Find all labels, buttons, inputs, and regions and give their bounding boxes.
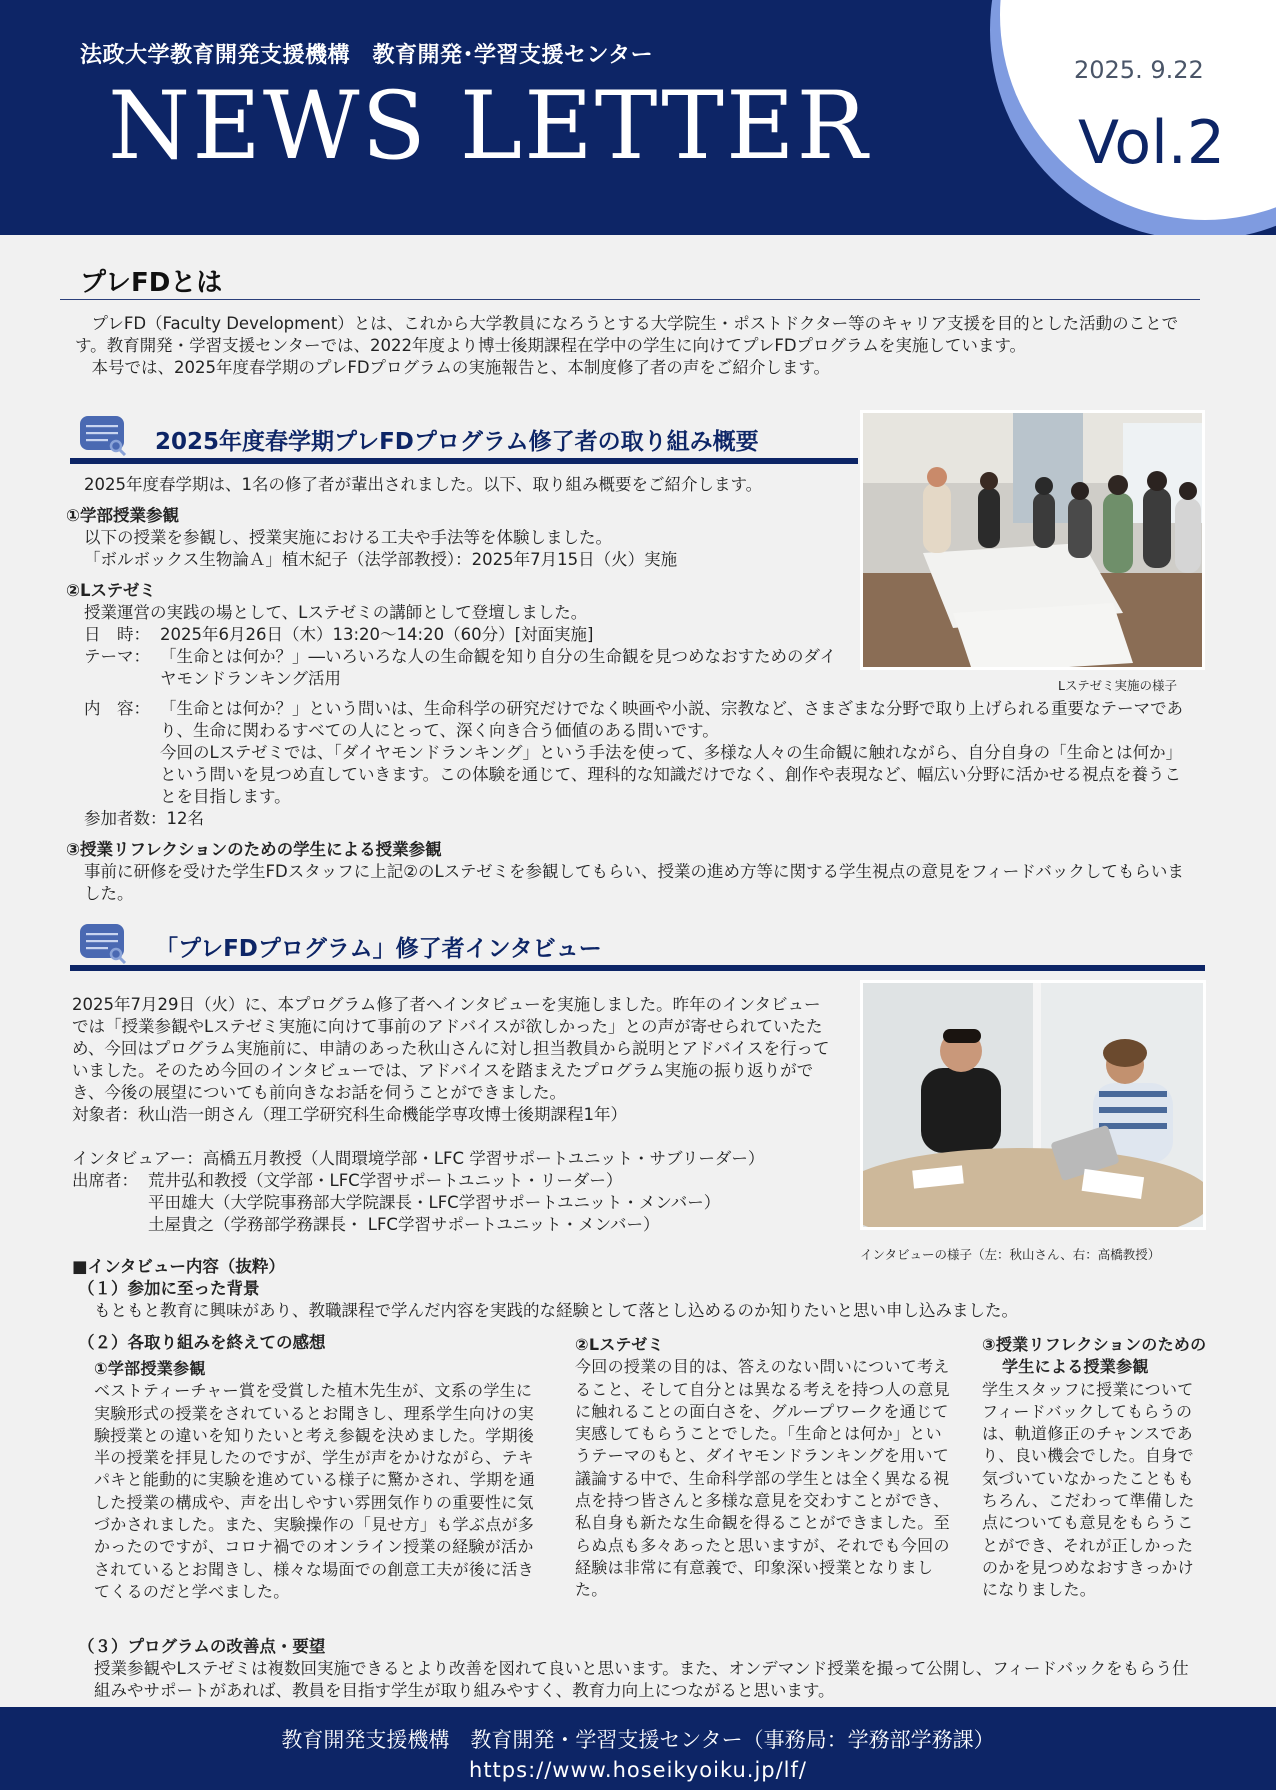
attendee-3: 土屋貴之（学務部学務課長・ LFC学習サポートユニット・メンバー） — [148, 1215, 660, 1234]
interview-interviewer: インタビュアー：高橋五月教授（人間環境学部・LFC 学習サポートユニット・サブリーダー） — [72, 1149, 765, 1168]
section1-lead: 2025年度春学期は、1名の修了者が輩出されました。以下、取り組み概要をご紹介します。 — [84, 475, 763, 494]
footer-url[interactable]: https://www.hoseikyoiku.jp/lf/ — [469, 1758, 807, 1782]
col2-text: 今回の授業の目的は、答えのない問いについて考えること、そして自分とは異なる考えを持つ人の意見に触れることの面白さを、グループワークを通じて実感してもらうことでした。「生命とは何か」というテーマのもと、ダイヤモンドランキングを用いて議論する中で、生命科学部の学生とは全く異なる視点を持つ皆さんと多様な意見を交わすことができ、私自身も新たな生命観を得ることができました。至らぬ点も多々あったと思いますが、それでも今回の経験は非常に有意義で、印象深い授業となりました。 — [575, 1357, 950, 1600]
interview-photo-illustration — [863, 983, 1206, 1230]
item2-content-2: 今回のLステゼミでは、「ダイヤモンドランキング」という手法を使って、多様な人々の生命観に触れながら、自分自身の「生命とは何か」という問いを見つめ直していきます。この体験を通じて、理科的な知識だけでなく、創作や表現など、幅広い分野に活かせる視点を養うことを目指します。 — [160, 743, 1183, 806]
column-undergrad — [94, 1358, 544, 1603]
col1-text: ベストティーチャー賞を受賞した植木先生が、文系の学生に実験形式の授業をされているとお聞きし、理系学生向けの実験授業との違いを知りたいと考え参観を決めました。学期後半の授業を拝見したのですが、学生が声をかけながら、テキパキと能動的に実験を進めている様子に驚かされ、学期を通した授業の構成や、声を出しやすい雰囲気作りの重要性に気づかされました。また、実験操作の「見せ方」も学ぶ点が多かったのですが、コロナ禍でのオンライン授業の経験が活かされているとお聞きし、様々な場面での創意工夫が後に活きてくるのだと学べました。 — [94, 1381, 536, 1601]
q3-text: 授業参観やLステゼミは複数回実施できるとより改善を図れて良いと思います。また、オンデマンド授業を撮って公開し、フィードバックをもらう仕組みやサポートがあれば、教員を目指す学生が取り組みやすく、教育力向上につながると思います。 — [94, 1659, 1189, 1700]
section1-title: 2025年度春学期プレFDプログラム修了者の取り組み概要 — [155, 429, 759, 455]
q1-text: もともと教育に興味があり、教職課程で学んだ内容を実践的な経験として落とし込めるのか知りたいと思い申し込みました。 — [94, 1301, 1018, 1320]
col3-title: ③授業リフレクションのための学生による授業参観 — [982, 1335, 1207, 1377]
item1-line2: 「ボルボックス生物論Ａ」植木紀子（法学部教授）：2025年7月15日（火）実施 — [84, 550, 678, 569]
interview-lead-text: 2025年7月29日（火）に、本プログラム修了者へインタビューを実施しました。昨年のインタビューでは「授業参観やLステゼミ実施に向けて事前のアドバイスが欲しかった」との声が寄せられていたため、今回はプログラム実施前に、申請のあった秋山さんに対し担当教員から説明とアドバイスを行っていました。そのため今回のインタビューでは、アドバイスを踏まえたプログラム実施の振り返りができ、今後の展望についても前向きなお話を伺うことができました。 — [72, 995, 830, 1102]
contents-heading: ■インタビュー内容（抜粋） — [72, 1257, 285, 1276]
prefd-intro — [75, 313, 1200, 379]
interview-lead — [72, 994, 832, 1126]
newsletter-title: NEWS LETTER — [108, 72, 870, 181]
interview-photo — [860, 980, 1206, 1230]
item2-line1: 授業運営の実践の場として、Lステゼミの講師として登壇しました。 — [84, 603, 588, 622]
heading-divider — [60, 299, 1200, 300]
attendee-2: 平田雄大（大学院事務部大学院課長・LFC学習サポートユニット・メンバー） — [148, 1193, 721, 1212]
attendees-label: 出席者： — [72, 1171, 138, 1190]
lste-seminar-photo — [860, 410, 1205, 670]
item2-content-1: 「生命とは何か？」という問いは、生命科学の研究だけでなく映画や小説、宗教など、さまざまな分野で取り上げられる重要なテーマであり、生命に関わるすべての人にとって、深く向き合う価値のある問いです。 — [160, 699, 1183, 740]
item2-date-row — [66, 624, 856, 646]
item2-content-label: 内 容： — [84, 699, 150, 718]
q2-title: （２）各取り組みを終えての感想 — [78, 1333, 326, 1352]
item2-title: ②Lステゼミ — [66, 581, 156, 600]
footer-office: 教育開発支援機構 教育開発・学習支援センター（事務局：学務部学務課） — [281, 1728, 995, 1752]
section1-rule — [70, 458, 858, 464]
col3-text: 学生スタッフに授業についてフィードバックしてもらうのは、軌道修正のチャンスであり、良い機会でした。自身で気づいていなかったことももちろん、こだわって準備した点についても意見をもらうことができ、それが正しかったのかを見つめなおすきっかけになりました。 — [982, 1379, 1195, 1600]
footer — [0, 1707, 1276, 1790]
item2-date-label: 日 時： — [84, 625, 150, 644]
item2-theme-label: テーマ： — [84, 647, 150, 666]
col2-title: ②Lステゼミ — [575, 1335, 664, 1354]
item2-participants: 参加者数：12名 — [84, 809, 204, 828]
attendees-row — [72, 1170, 872, 1236]
intro-paragraph-1: プレFD（Faculty Development）とは、これから大学教員になろうとする大学院生・ポストドクター等のキャリア支援を目的とした活動のことです。教育開発・学習支援センターでは、2022年度より博士後期課程在学中の学生に向けてプレFDプログラムを実施しています。 — [75, 314, 1179, 355]
seminar-photo-illustration — [863, 413, 1205, 670]
column-lste — [575, 1334, 955, 1602]
item1-line1: 以下の授業を参観し、授業実施における工夫や手法等を体験しました。 — [84, 528, 612, 547]
item2-date: 2025年6月26日（木）13:20～14:20（60分）[対面実施] — [160, 625, 594, 644]
intro-paragraph-2: 本号では、2025年度春学期のプレFDプログラムの実施報告と、本制度修了者の声をご紹介します。 — [91, 358, 831, 377]
item2-content-row — [66, 698, 1186, 808]
column-reflection — [982, 1334, 1207, 1602]
interview-photo-caption: インタビューの様子（左：秋山さん、右：高橋教授） — [860, 1247, 1161, 1262]
issue-date: 2025. 9.22 — [1074, 56, 1204, 84]
prefd-heading: プレFDとは — [80, 268, 223, 298]
seminar-photo-caption: Lステゼミ実施の様子 — [1058, 678, 1177, 693]
section2-rule — [70, 965, 1205, 971]
section1-body — [66, 474, 856, 690]
header-banner — [0, 0, 1276, 235]
notepad-icon — [78, 414, 128, 456]
q3-title: （３）プログラムの改善点・要望 — [78, 1637, 326, 1656]
section2-title: 「プレFDプログラム」修了者インタビュー — [155, 936, 602, 962]
item2-theme-row — [66, 646, 846, 690]
interview-people — [72, 1148, 872, 1236]
col1-title: ①学部授業参観 — [94, 1359, 206, 1378]
item3-title: ③授業リフレクションのための学生による授業参観 — [66, 840, 442, 859]
q1-title: （１）参加に至った背景 — [78, 1279, 260, 1298]
notepad-icon — [78, 922, 128, 964]
issue-volume: Vol.2 — [1078, 108, 1226, 178]
attendee-1: 荒井弘和教授（文学部・LFC学習サポートユニット・リーダー） — [148, 1171, 623, 1190]
item2-theme: 「生命とは何か？」―いろいろな人の生命観を知り自分の生命観を見つめなおすためのダイヤモンドランキング活用 — [160, 647, 837, 688]
interview-target: 対象者：秋山浩一朗さん（理工学研究科生命機能学専攻博士後期課程1年） — [72, 1105, 627, 1124]
section1-body-wide — [66, 698, 1186, 905]
org-name: 法政大学教育開発支援機構 教育開発･学習支援センター — [80, 43, 654, 68]
improvements — [72, 1636, 1202, 1702]
item1-title: ①学部授業参観 — [66, 506, 179, 525]
item3-line1: 事前に研修を受けた学生FDスタッフに上記②のLステゼミを参観してもらい、授業の進め方等に関する学生視点の意見をフィードバックしてもらいました。 — [84, 862, 1184, 903]
